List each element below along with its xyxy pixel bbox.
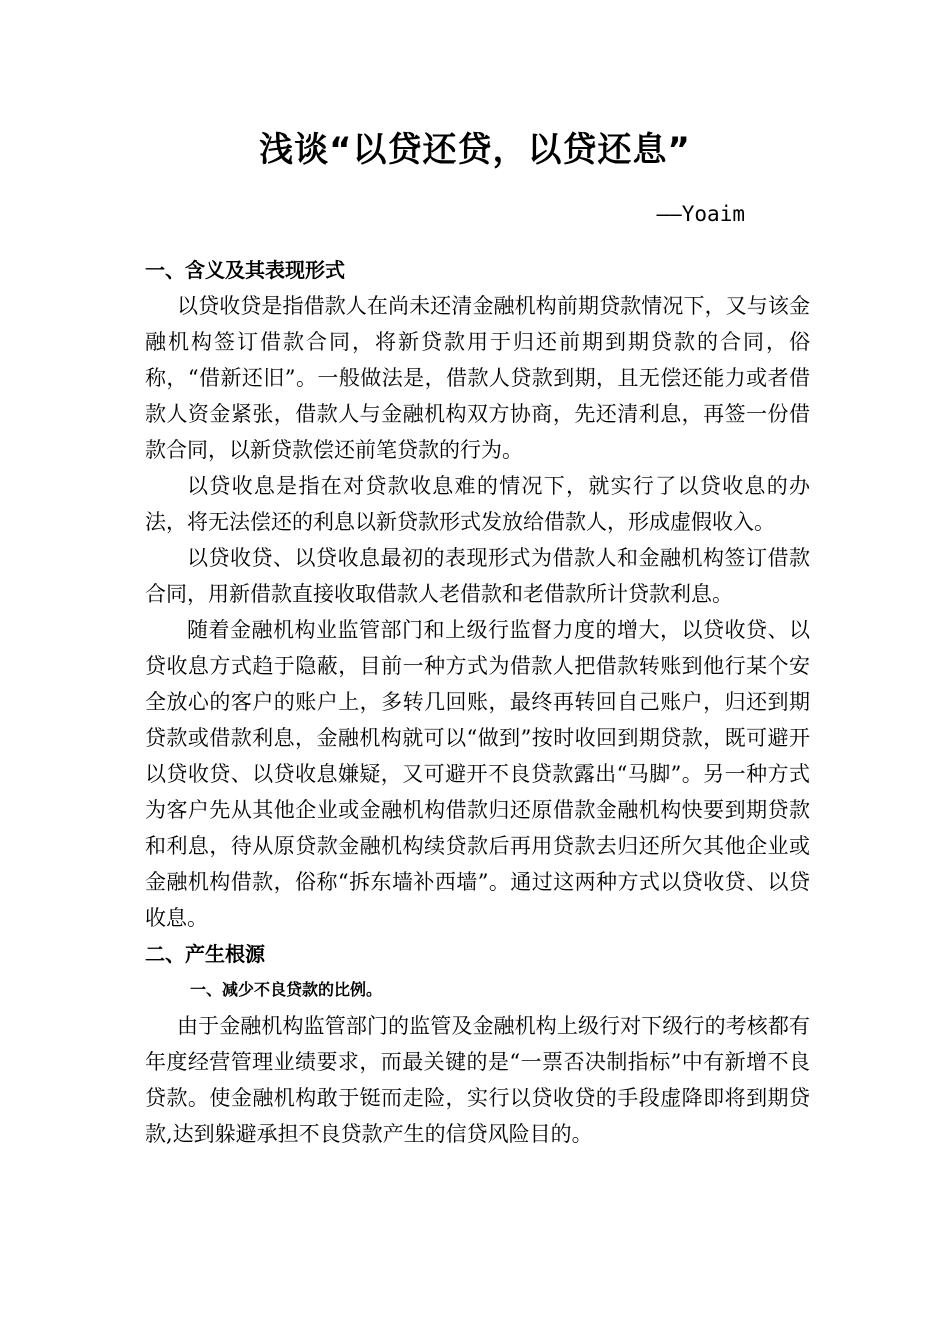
paragraph: 以贷收贷、以贷收息最初的表现形式为借款人和金融机构签订借款合同，用新借款直接收取借款人老借款和老借款所计贷款利息。 xyxy=(145,546,810,606)
paragraph: 由于金融机构监管部门的监管及金融机构上级行对下级行的考核都有年度经营管理业绩要求，而最关键的是“一票否决制指标”中有新增不良贷款。使金融机构敢于铤而走险，实行以贷收贷的手段虚降即将到期贷款,达到躲避承担不良贷款产生的信贷风险目的。 xyxy=(145,1014,810,1146)
page-title: 浅谈“以贷还贷，以贷还息” xyxy=(259,130,691,170)
section-heading-meaning: 一、含义及其表现形式 xyxy=(145,258,345,282)
paragraph: 以贷收贷是指借款人在尚未还清金融机构前期贷款情况下，又与该金融机构签订借款合同，将新贷款用于归还前期到期贷款的合同，俗称，“借新还旧”。一般做法是，借款人贷款到期，且无偿还能力或者借款人资金紧张，借款人与金融机构双方协商，先还清利息，再签一份借款合同，以新贷款偿还前笔贷款的行为。 xyxy=(145,294,810,462)
document-body xyxy=(145,252,810,1152)
paragraph: 随着金融机构业监管部门和上级行监督力度的增大，以贷收贷、以贷收息方式趋于隐蔽，目前一种方式为借款人把借款转账到他行某个安全放心的客户的账户上，多转几回账，最终再转回自己账户，归还到期贷款或借款利息，金融机构就可以“做到”按时收回到期贷款，既可避开以贷收贷、以贷收息嫌疑，又可避开不良贷款露出“马脚”。另一种方式为客户先从其他企业或金融机构借款归还原借款金融机构快要到期贷款和利息，待从原贷款金融机构续贷款后再用贷款去归还所欠其他企业或金融机构借款，俗称“拆东墙补西墙”。通过这两种方式以贷收贷、以贷收息。 xyxy=(145,618,810,930)
section-heading-origin: 二、产生根源 xyxy=(145,942,265,966)
subsection-heading: 一、减少不良贷款的比例。 xyxy=(190,980,383,999)
paragraph: 以贷收息是指在对贷款收息难的情况下，就实行了以贷收息的办法，将无法偿还的利息以新贷款形式发放给借款人，形成虚假收入。 xyxy=(145,474,810,534)
author-byline: ——Yoaim xyxy=(656,202,745,226)
